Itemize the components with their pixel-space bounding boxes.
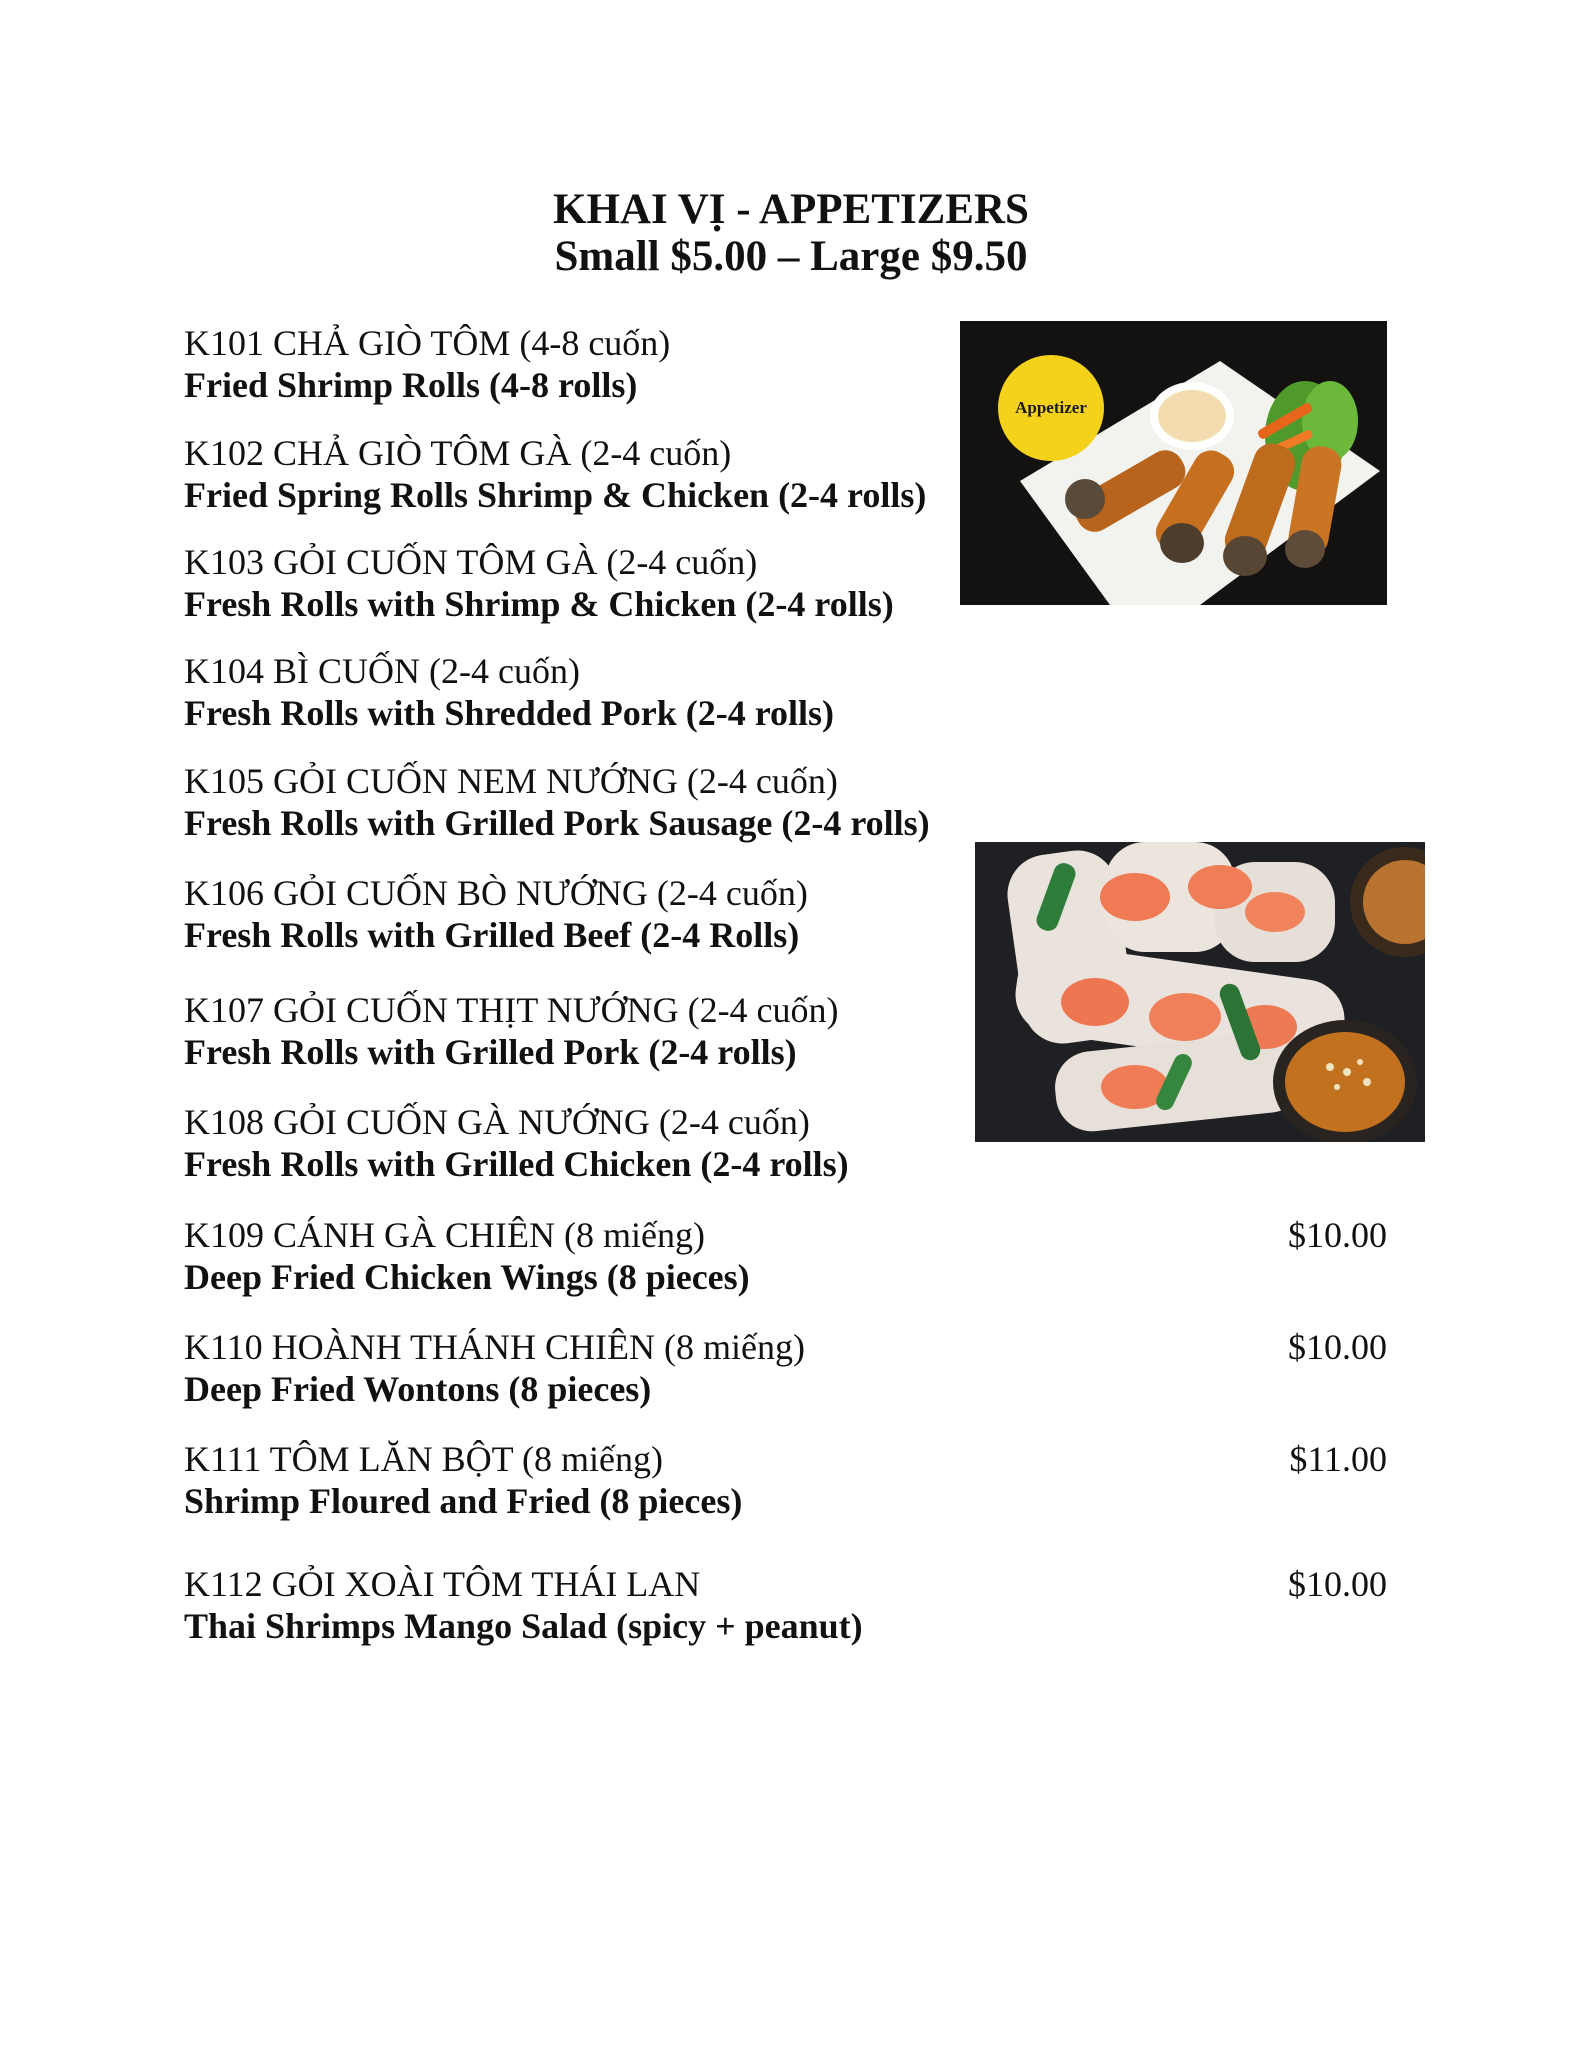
menu-item-vn-name: K112 GỎI XOÀI TÔM THÁI LAN (184, 1564, 701, 1604)
menu-item-en-name: Fresh Rolls with Shrimp & Chicken (2-4 rolls) (184, 584, 894, 624)
menu-item-vn-name: K102 CHẢ GIÒ TÔM GÀ (2-4 cuốn) (184, 433, 732, 473)
menu-item-en-name: Fried Spring Rolls Shrimp & Chicken (2-4 rolls) (184, 475, 927, 515)
menu-item-vn-name: K101 CHẢ GIÒ TÔM (4-8 cuốn) (184, 323, 671, 363)
menu-item (184, 1563, 1404, 1647)
menu-item (184, 1326, 1404, 1410)
menu-item-en-name: Fresh Rolls with Grilled Pork (2-4 rolls) (184, 1032, 797, 1072)
menu-item-vn-name: K104 BÌ CUỐN (2-4 cuốn) (184, 651, 580, 691)
menu-item-vn-name: K111 TÔM LĂN BỘT (8 miếng) (184, 1439, 663, 1479)
page-title: KHAI VỊ - APPETIZERS (553, 186, 1029, 233)
fried-spring-rolls-photo (960, 321, 1387, 605)
menu-item (184, 1214, 1404, 1298)
menu-item-en-name: Deep Fried Wontons (8 pieces) (184, 1369, 652, 1409)
menu-item-en-name: Fresh Rolls with Grilled Beef (2-4 Rolls) (184, 915, 800, 955)
menu-item (184, 760, 1404, 844)
menu-item-en-name: Thai Shrimps Mango Salad (spicy + peanut) (184, 1606, 863, 1646)
menu-item-vn-name: K108 GỎI CUỐN GÀ NƯỚNG (2-4 cuốn) (184, 1102, 810, 1142)
menu-item-en-name: Fresh Rolls with Grilled Pork Sausage (2-4 rolls) (184, 803, 930, 843)
menu-item-price: $10.00 (1288, 1564, 1387, 1604)
menu-item-en-name: Fresh Rolls with Grilled Chicken (2-4 rolls) (184, 1144, 849, 1184)
menu-item (184, 650, 1404, 734)
menu-item-price: $10.00 (1288, 1327, 1387, 1367)
menu-item-vn-name: K107 GỎI CUỐN THỊT NƯỚNG (2-4 cuốn) (184, 990, 839, 1030)
menu-item-vn-name: K105 GỎI CUỐN NEM NƯỚNG (2-4 cuốn) (184, 761, 838, 801)
menu-item-en-name: Fried Shrimp Rolls (4-8 rolls) (184, 365, 638, 405)
appetizer-badge: Appetizer (998, 355, 1104, 461)
menu-item-price: $10.00 (1288, 1215, 1387, 1255)
menu-item-vn-name: K110 HOÀNH THÁNH CHIÊN (8 miếng) (184, 1327, 805, 1367)
menu-item-en-name: Deep Fried Chicken Wings (8 pieces) (184, 1257, 750, 1297)
menu-item (184, 1438, 1404, 1522)
fresh-shrimp-rolls-photo (975, 842, 1425, 1142)
menu-item-en-name: Shrimp Floured and Fried (8 pieces) (184, 1481, 743, 1521)
menu-item-en-name: Fresh Rolls with Shredded Pork (2-4 rolls) (184, 693, 835, 733)
menu-item-price: $11.00 (1289, 1439, 1387, 1479)
menu-item-vn-name: K106 GỎI CUỐN BÒ NƯỚNG (2-4 cuốn) (184, 873, 808, 913)
menu-item-vn-name: K109 CÁNH GÀ CHIÊN (8 miếng) (184, 1215, 705, 1255)
menu-item-vn-name: K103 GỎI CUỐN TÔM GÀ (2-4 cuốn) (184, 542, 758, 582)
page-subtitle: Small $5.00 – Large $9.50 (554, 233, 1028, 280)
